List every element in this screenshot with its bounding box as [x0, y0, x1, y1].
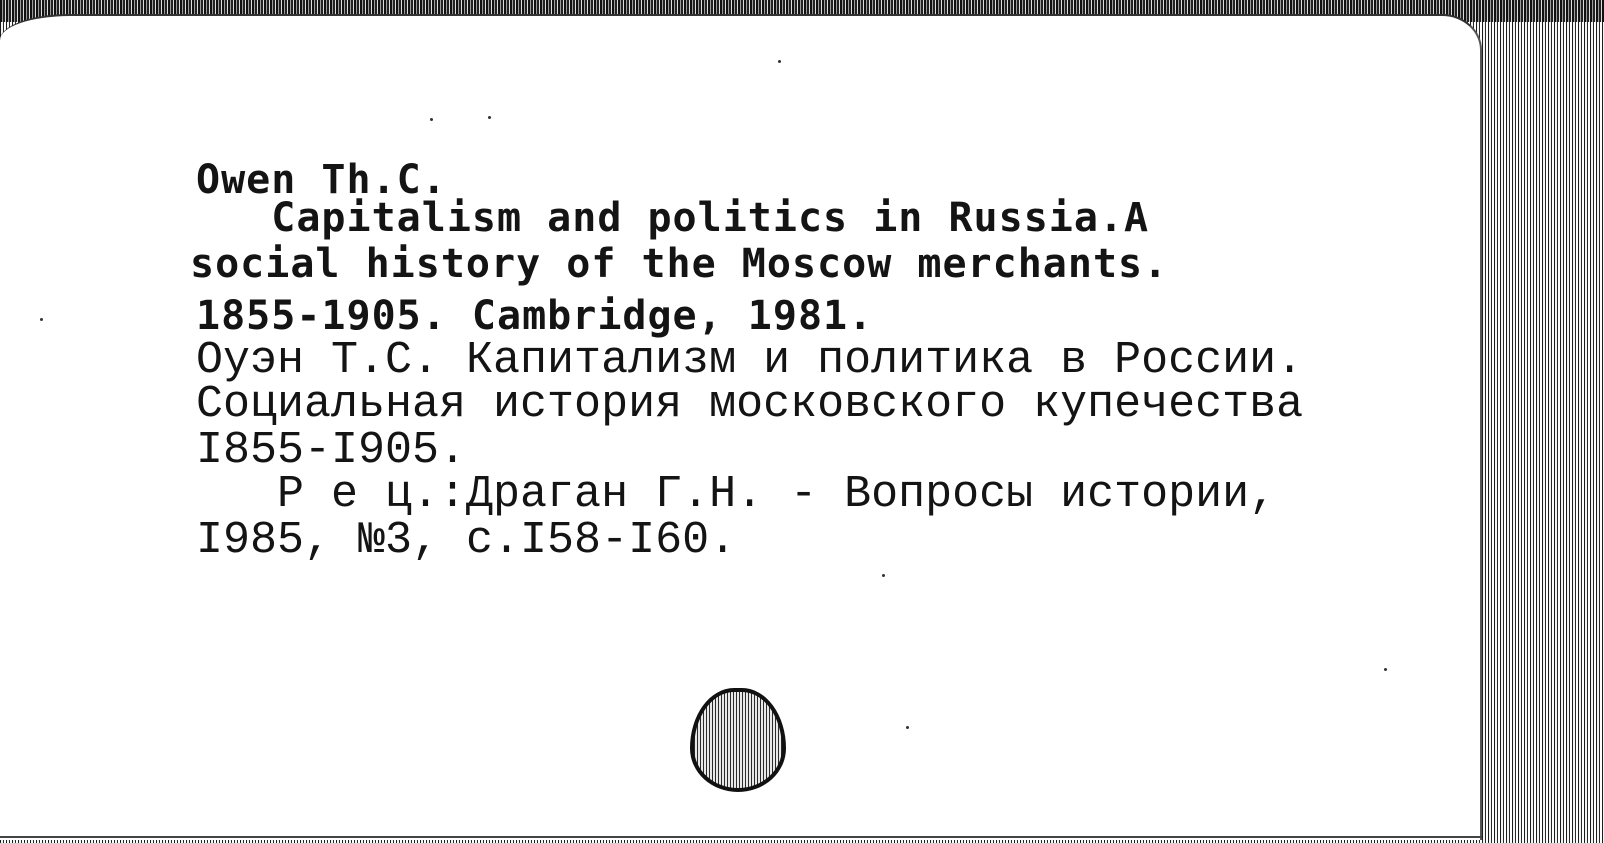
- russian-years-line: I855-I905.: [196, 425, 467, 476]
- dust-speck: [882, 574, 885, 577]
- russian-title-line-2: Социальная история московского купечества: [196, 379, 1304, 430]
- card-bottom-edge: [0, 836, 1482, 838]
- dust-speck: [40, 318, 43, 321]
- author-line: Owen Th.C.: [196, 157, 447, 203]
- dust-speck: [778, 60, 781, 63]
- punch-hole: [690, 688, 786, 792]
- dust-speck: [430, 118, 433, 121]
- review-line-2: I985, №3, с.I58-I60.: [196, 515, 737, 566]
- dust-speck: [488, 116, 491, 119]
- dust-speck: [1384, 668, 1387, 671]
- review-line-1: Р е ц.:Драган Г.Н. - Вопросы истории,: [196, 469, 1277, 520]
- imprint-line: 1855-1905. Cambridge, 1981.: [196, 293, 874, 339]
- dust-speck: [906, 726, 909, 729]
- title-line-2: social history of the Moscow merchants.: [190, 241, 1169, 287]
- title-line-1: Capitalism and politics in Russia.A: [196, 195, 1150, 241]
- russian-title-line-1: Оуэн Т.С. Капитализм и политика в России.: [196, 335, 1304, 386]
